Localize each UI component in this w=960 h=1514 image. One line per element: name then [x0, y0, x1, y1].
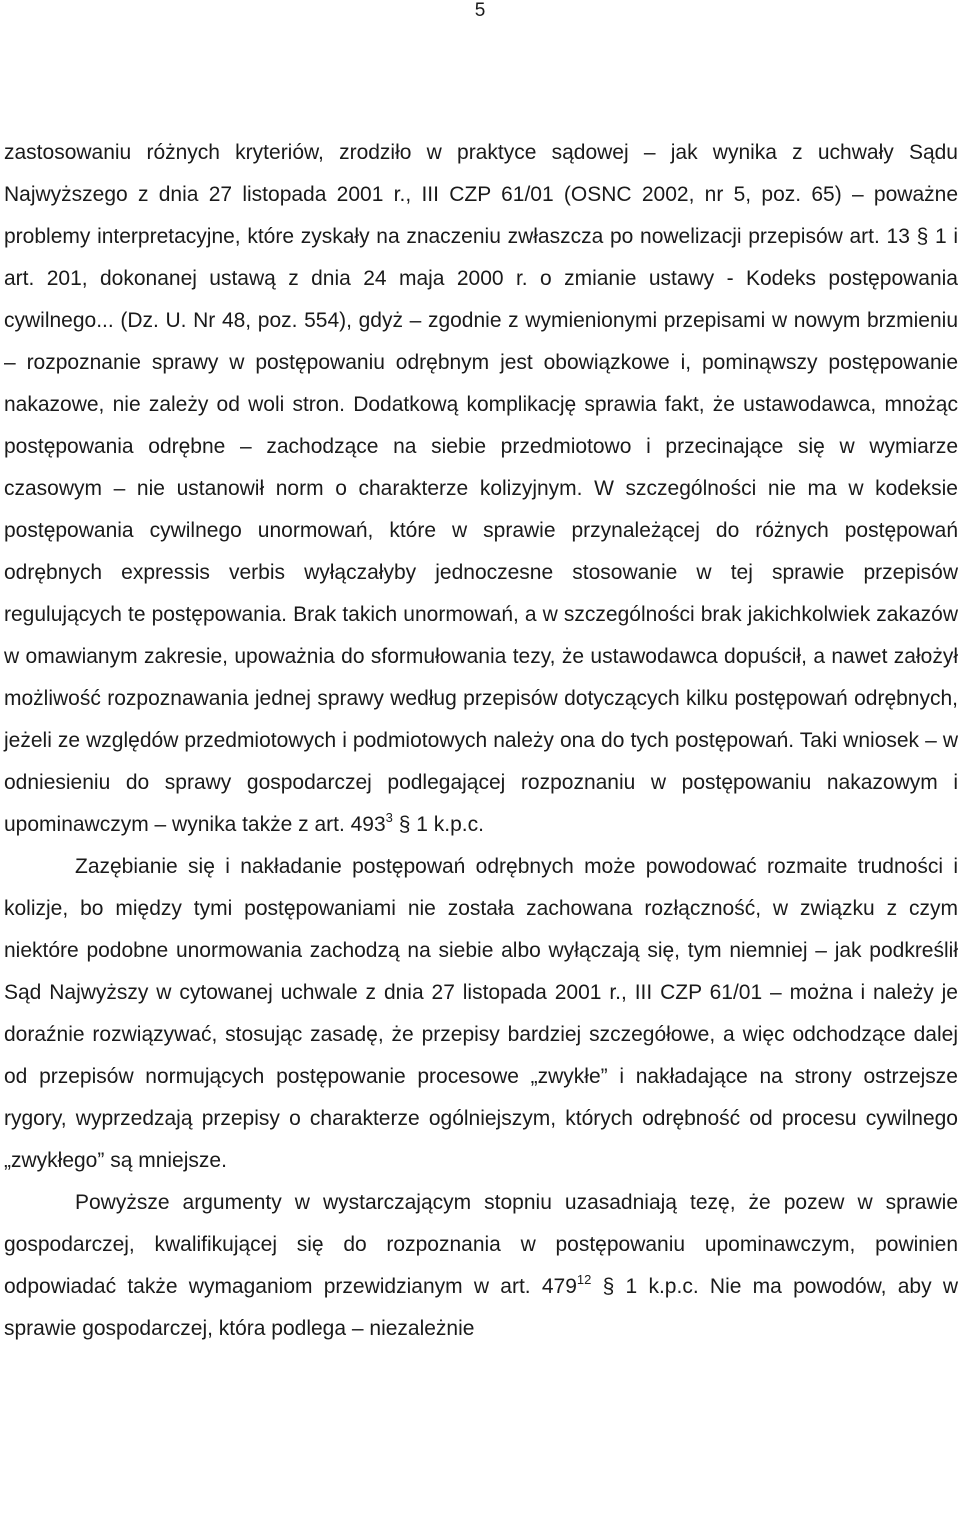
- paragraph-text: § 1 k.p.c. Nie ma powodów, aby w sprawie gospodarczej, która podlega – niezależnie: [4, 1275, 959, 1340]
- page-number: 5: [474, 0, 486, 21]
- paragraph-text: Powyższe argumenty w wystarczającym stopniu uzasadniają tezę, że pozew w sprawie gospodarczej, kwalifikującej się do rozpoznania w postępowaniu upominawczym, powinien odpowiadać także wymaganiom przewidzianym w art. 479: [4, 1191, 958, 1298]
- superscript: 3: [385, 810, 393, 825]
- paragraph: [4, 1182, 958, 1350]
- paragraph-text: § 1 k.p.c.: [392, 813, 484, 836]
- paragraph: [4, 132, 958, 846]
- document-body: [4, 132, 958, 1350]
- paragraph-text: Zazębianie się i nakładanie postępowań odrębnych może powodować rozmaite trudności i kolizje, bo między tymi postępowaniami nie została zachowana rozłączność, w związku z czym niektóre podobne unormowania zachodzą na siebie albo wyłączają się, tym niemniej – jak podkreślił Sąd Najwyższy w cytowanej uchwale z dnia 27 listopada 2001 r., III CZP 61/01 – można i należy je doraźnie rozwiązywać, stosując zasadę, że przepisy bardziej szczegółowe, a więc odchodzące dalej od przepisów normujących postępowanie procesowe „zwykłe” i nakładające na strony ostrzejsze rygory, wyprzedzają przepisy o charakterze ogólniejszym, których odrębność od procesu cywilnego „zwykłego” są mniejsze.: [4, 855, 958, 1172]
- paragraph-text: zastosowaniu różnych kryteriów, zrodziło w praktyce sądowej – jak wynika z uchwały Sądu Najwyższego z dnia 27 listopada 2001 r., III CZP 61/01 (OSNC 2002, nr 5, poz. 65) – poważne problemy interpretacyjne, które zyskały na znaczeniu zwłaszcza po nowelizacji przepisów art. 13 § 1 i art. 201, dokonanej ustawą z dnia 24 maja 2000 r. o zmianie ustawy - Kodeks postępowania cywilnego... (Dz. U. Nr 48, poz. 554), gdyż – zgodnie z wymienionymi przepisami w nowym brzmieniu – rozpoznanie sprawy w postępowaniu odrębnym jest obowiązkowe i, pominąwszy postępowanie nakazowe, nie zależy od woli stron. Dodatkową komplikację sprawia fakt, że ustawodawca, mnożąc postępowania odrębne – zachodzące na siebie przedmiotowo i przecinające się w wymiarze czasowym – nie ustanowił norm o charakterze kolizyjnym. W szczególności nie ma w kodeksie postępowania cywilnego unormowań, które w sprawie przynależącej do różnych postępowań odrębnych expressis verbis wyłączałyby jednoczesne stosowanie w tej sprawie przepisów regulujących te postępowania. Brak takich unormowań, a w szczególności brak jakichkolwiek zakazów w omawianym zakresie, upoważnia do sformułowania tezy, że ustawodawca dopuścił, a nawet założył możliwość rozpoznawania jednej sprawy według przepisów dotyczących kilku postępowań odrębnych, jeżeli ze względów przedmiotowych i podmiotowych należy ona do tych postępowań. Taki wniosek – w odniesieniu do sprawy gospodarczej podlegającej rozpoznaniu w postępowaniu nakazowym i upominawczym – wynika także z art. 493: [4, 141, 958, 836]
- paragraph: [4, 846, 958, 1182]
- superscript: 12: [576, 1272, 592, 1287]
